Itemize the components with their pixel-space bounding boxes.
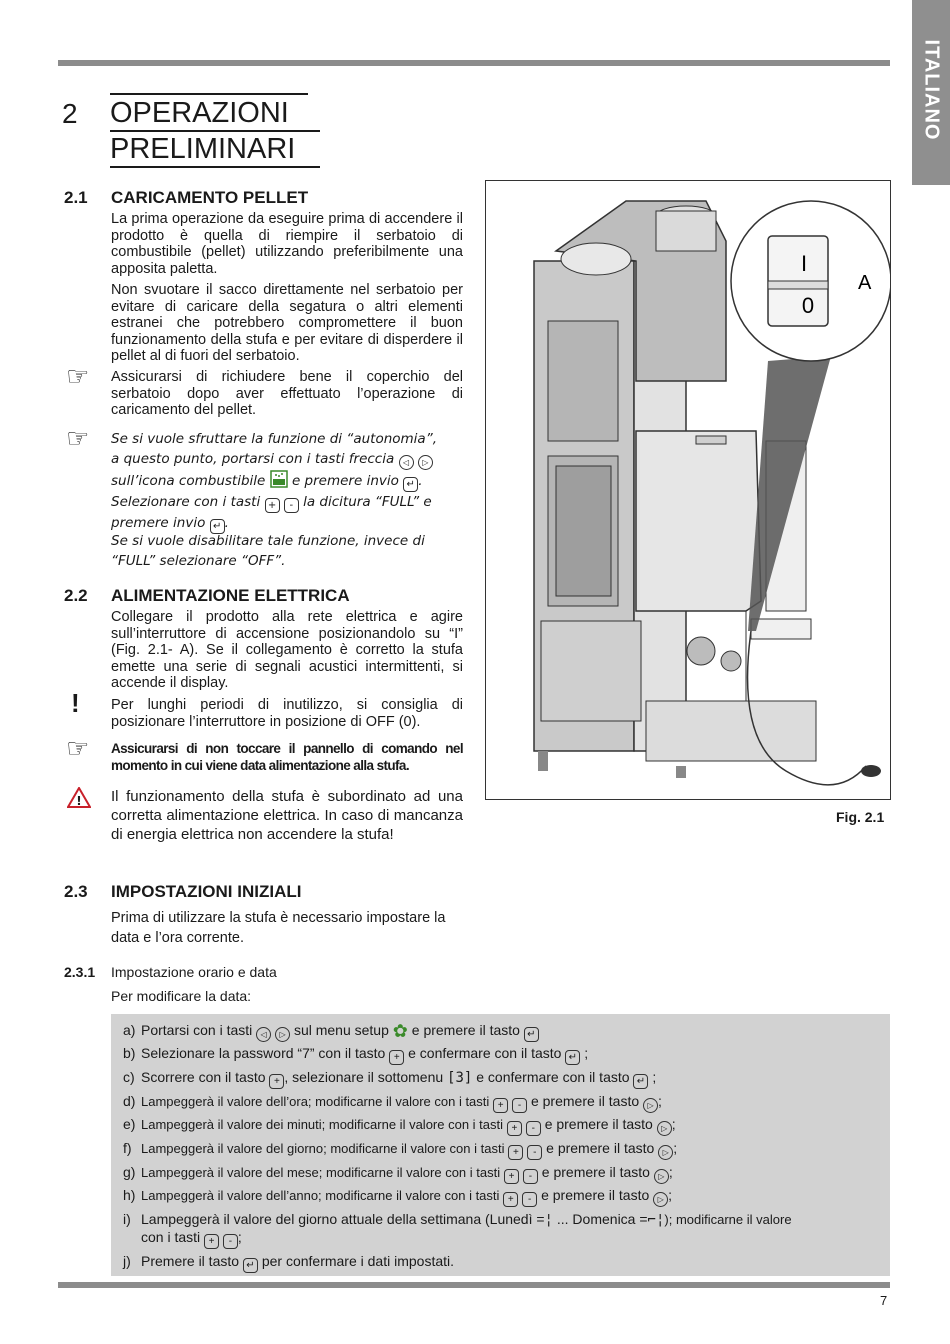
top-rule bbox=[58, 60, 890, 66]
language-tab bbox=[912, 0, 950, 185]
chapter-title-line2: PRELIMINARI bbox=[110, 132, 320, 168]
paragraph: Assicurarsi di richiudere bene il coperchio del serbatoio dopo aver effettuato l’operazione di caricamento del pellet. bbox=[111, 369, 463, 418]
step-text: e premere il tasto bbox=[546, 1140, 655, 1156]
gear-icon: ✿ bbox=[392, 1021, 408, 1041]
fuel-icon bbox=[270, 470, 288, 488]
minus-key-icon: - bbox=[223, 1234, 238, 1249]
right-arrow-key-icon: ▷ bbox=[658, 1145, 673, 1160]
language-tab-label: ITALIANO bbox=[920, 39, 943, 141]
step-d bbox=[123, 1093, 662, 1113]
step-i bbox=[123, 1211, 792, 1228]
step-text: ; bbox=[652, 1069, 657, 1085]
hand-pointer-icon: ☞ bbox=[66, 423, 90, 453]
step-text: Lampeggerà il valore del giorno; modificarne il valore con i tasti bbox=[141, 1141, 505, 1156]
steps-box bbox=[111, 1014, 890, 1276]
step-text: Lampeggerà il valore del mese; modificarne il valore con i tasti bbox=[141, 1165, 501, 1180]
section-title: IMPOSTAZIONI INIZIALI bbox=[111, 882, 302, 901]
step-h bbox=[123, 1187, 672, 1207]
paragraph: Se si vuole disabilitare tale funzione, invece di “FULL” selezionare “OFF”. bbox=[111, 533, 425, 569]
note-text: e premere invio bbox=[291, 473, 399, 489]
note-text: a questo punto, portarsi con i tasti freccia bbox=[111, 451, 395, 467]
svg-text:!: ! bbox=[76, 794, 82, 808]
stove-illustration bbox=[486, 181, 890, 799]
right-arrow-key-icon: ▷ bbox=[418, 455, 433, 470]
step-letter: a) bbox=[123, 1022, 136, 1038]
step-a bbox=[123, 1021, 539, 1042]
figure-2-1 bbox=[485, 180, 891, 800]
subsection-intro: Per modificare la data: bbox=[111, 988, 252, 1004]
step-text: e confermare con il tasto bbox=[476, 1069, 630, 1085]
plus-key-icon: + bbox=[389, 1050, 404, 1065]
enter-key-icon: ↵ bbox=[403, 477, 418, 492]
paragraph: Il funzionamento della stufa è subordinato ad una corretta alimentazione elettrica. In caso di mancanza di energia elettrica non accendere la stufa! bbox=[111, 788, 463, 843]
paragraph: La prima operazione da eseguire prima di accendere il prodotto è quella di riempire il serbatoio di combustibile (pellet) utilizzando preferibilmente una apposita paletta. bbox=[111, 211, 463, 277]
enter-key-icon: ↵ bbox=[633, 1074, 648, 1089]
step-text: Scorrere con il tasto bbox=[141, 1069, 266, 1085]
paragraph: Collegare il prodotto alla rete elettrica e agire sull’interruttore di accensione posizionandolo su “I” (Fig. 2.1- A). Se il collegamento è corretto la stufa emette una serie di segnali acustici intermittenti, si accende il display. bbox=[111, 609, 463, 691]
switch-off-label: 0 bbox=[801, 293, 815, 318]
minus-key-icon: - bbox=[527, 1145, 542, 1160]
subsection-title: Impostazione orario e data bbox=[111, 964, 277, 980]
step-text: ; bbox=[658, 1093, 662, 1109]
step-letter: f) bbox=[123, 1140, 132, 1156]
step-g bbox=[123, 1164, 673, 1184]
step-text: ; bbox=[584, 1045, 589, 1061]
plus-key-icon: + bbox=[493, 1098, 508, 1113]
step-text: ; bbox=[671, 1116, 676, 1132]
page-number: 7 bbox=[880, 1293, 888, 1308]
hand-pointer-icon: ☞ bbox=[66, 733, 90, 763]
step-letter: g) bbox=[123, 1164, 136, 1180]
minus-key-icon: - bbox=[523, 1169, 538, 1184]
hand-pointer-icon: ☞ bbox=[66, 361, 90, 391]
step-text: con i tasti bbox=[141, 1229, 201, 1245]
enter-key-icon: ↵ bbox=[565, 1050, 580, 1065]
enter-key-icon: ↵ bbox=[210, 519, 225, 534]
step-text: ; bbox=[668, 1187, 673, 1203]
step-text: sul menu setup bbox=[293, 1022, 389, 1038]
step-text: Premere il tasto bbox=[141, 1253, 240, 1269]
step-text: ); modificarne il valore bbox=[664, 1212, 792, 1227]
plus-key-icon: + bbox=[265, 498, 280, 513]
enter-key-icon: ↵ bbox=[524, 1027, 539, 1042]
plus-key-icon: + bbox=[507, 1121, 522, 1136]
step-letter: d) bbox=[123, 1093, 136, 1109]
submenu-3-icon: [3] bbox=[447, 1070, 473, 1086]
step-j bbox=[123, 1253, 454, 1273]
left-arrow-key-icon: ◁ bbox=[256, 1027, 271, 1042]
minus-key-icon: - bbox=[522, 1192, 537, 1207]
plus-key-icon: + bbox=[269, 1074, 284, 1089]
step-text: ... Domenica = bbox=[556, 1211, 648, 1227]
right-arrow-key-icon: ▷ bbox=[643, 1098, 658, 1113]
step-text: Portarsi con i tasti bbox=[141, 1022, 253, 1038]
step-i-cont bbox=[141, 1229, 242, 1249]
section-title: CARICAMENTO PELLET bbox=[111, 188, 309, 207]
step-text: e premere il tasto bbox=[541, 1164, 650, 1180]
left-arrow-key-icon: ◁ bbox=[399, 455, 414, 470]
minus-key-icon: - bbox=[526, 1121, 541, 1136]
step-text: e premere il tasto bbox=[530, 1093, 640, 1109]
step-text: Lampeggerà il valore dell’anno; modificarne il valore con i tasti bbox=[141, 1188, 500, 1203]
right-arrow-key-icon: ▷ bbox=[654, 1169, 669, 1184]
step-text: e premere il tasto bbox=[411, 1022, 520, 1038]
callout-label: A bbox=[858, 272, 872, 294]
sunday-segment-icon: ⌐¦ bbox=[647, 1212, 665, 1228]
paragraph: Assicurarsi di non toccare il pannello di comando nel momento in cui viene data alimentazione alla stufa. bbox=[111, 741, 463, 773]
enter-key-icon: ↵ bbox=[243, 1258, 258, 1273]
step-c bbox=[123, 1069, 656, 1089]
paragraph: Per lunghi periodi di inutilizzo, si consiglia di posizionare l’interruttore in posizione di OFF (0). bbox=[111, 697, 463, 730]
monday-segment-icon: ¦ bbox=[544, 1212, 553, 1228]
step-text: e premere il tasto bbox=[544, 1116, 653, 1132]
note-text: sull’icona combustibile bbox=[111, 473, 266, 489]
step-letter: c) bbox=[123, 1069, 135, 1085]
step-text: Lampeggerà il valore dell’ora; modificarne il valore con i tasti bbox=[141, 1094, 490, 1109]
step-f bbox=[123, 1140, 677, 1160]
step-letter: j) bbox=[123, 1253, 131, 1269]
note-text: la dicitura “FULL” e bbox=[303, 494, 432, 510]
note-text: Selezionare con i tasti bbox=[111, 494, 261, 510]
step-text: ; bbox=[673, 1140, 678, 1156]
paragraph: Non svuotare il sacco direttamente nel serbatoio per evitare di caricare della segatura o altri elementi estranei che potrebbero compromettere il buon funzionamento della stufa e per evitare di disperdere il pellet al di fuori del serbatoio. bbox=[111, 282, 463, 364]
autonomy-note: Se si vuole sfruttare la funzione di “autonomia”, a questo punto, portarsi con i tasti freccia ◁ ▷ sull’icona combustibile e premere invio ↵ . Selezionare con i tasti + - la dicitura “FULL” e premere invio ↵ . bbox=[111, 431, 437, 532]
step-text: ; bbox=[237, 1229, 242, 1245]
section-number: 2.1 bbox=[64, 188, 88, 207]
section-number: 2.3 bbox=[64, 882, 88, 901]
chapter-title-line1: OPERAZIONI bbox=[110, 96, 320, 132]
chapter-title bbox=[110, 96, 320, 168]
plus-key-icon: + bbox=[503, 1192, 518, 1207]
chapter-number: 2 bbox=[62, 98, 78, 129]
right-arrow-key-icon: ▷ bbox=[653, 1192, 668, 1207]
figure-caption: Fig. 2.1 bbox=[836, 809, 885, 825]
step-text: , selezionare il sottomenu bbox=[284, 1069, 444, 1085]
step-text: per confermare i dati impostati. bbox=[261, 1253, 455, 1269]
step-text: Lampeggerà il valore dei minuti; modificarne il valore con i tasti bbox=[141, 1117, 504, 1132]
step-text: Selezionare la password “7” con il tasto bbox=[141, 1045, 386, 1061]
step-e bbox=[123, 1116, 676, 1136]
bottom-rule bbox=[58, 1282, 890, 1288]
note-text: Se si vuole sfruttare la funzione di “autonomia”, bbox=[111, 431, 437, 447]
section-title: ALIMENTAZIONE ELETTRICA bbox=[111, 586, 350, 605]
warning-triangle-icon bbox=[67, 787, 91, 813]
minus-key-icon: - bbox=[284, 498, 299, 513]
exclamation-icon: ! bbox=[71, 688, 80, 718]
step-letter: b) bbox=[123, 1045, 136, 1061]
step-letter: e) bbox=[123, 1116, 136, 1132]
right-arrow-key-icon: ▷ bbox=[275, 1027, 290, 1042]
section-number: 2.2 bbox=[64, 586, 88, 605]
step-letter: h) bbox=[123, 1187, 136, 1203]
step-text: e premere il tasto bbox=[541, 1187, 650, 1203]
step-text: Lampeggerà il valore del giorno attuale della settimana (Lunedì = bbox=[141, 1211, 545, 1227]
plus-key-icon: + bbox=[504, 1169, 519, 1184]
subsection-number: 2.3.1 bbox=[64, 964, 96, 980]
step-b bbox=[123, 1045, 588, 1065]
plus-key-icon: + bbox=[204, 1234, 219, 1249]
note-text: premere invio bbox=[111, 515, 206, 531]
plus-key-icon: + bbox=[508, 1145, 523, 1160]
minus-key-icon: - bbox=[512, 1098, 527, 1113]
right-arrow-key-icon: ▷ bbox=[657, 1121, 672, 1136]
step-text: e confermare con il tasto bbox=[408, 1045, 562, 1061]
step-letter: i) bbox=[123, 1211, 131, 1227]
paragraph: Prima di utilizzare la stufa è necessario impostare la data e l’ora corrente. bbox=[111, 910, 446, 946]
step-text: ; bbox=[668, 1164, 673, 1180]
switch-on-label: I bbox=[800, 251, 808, 276]
